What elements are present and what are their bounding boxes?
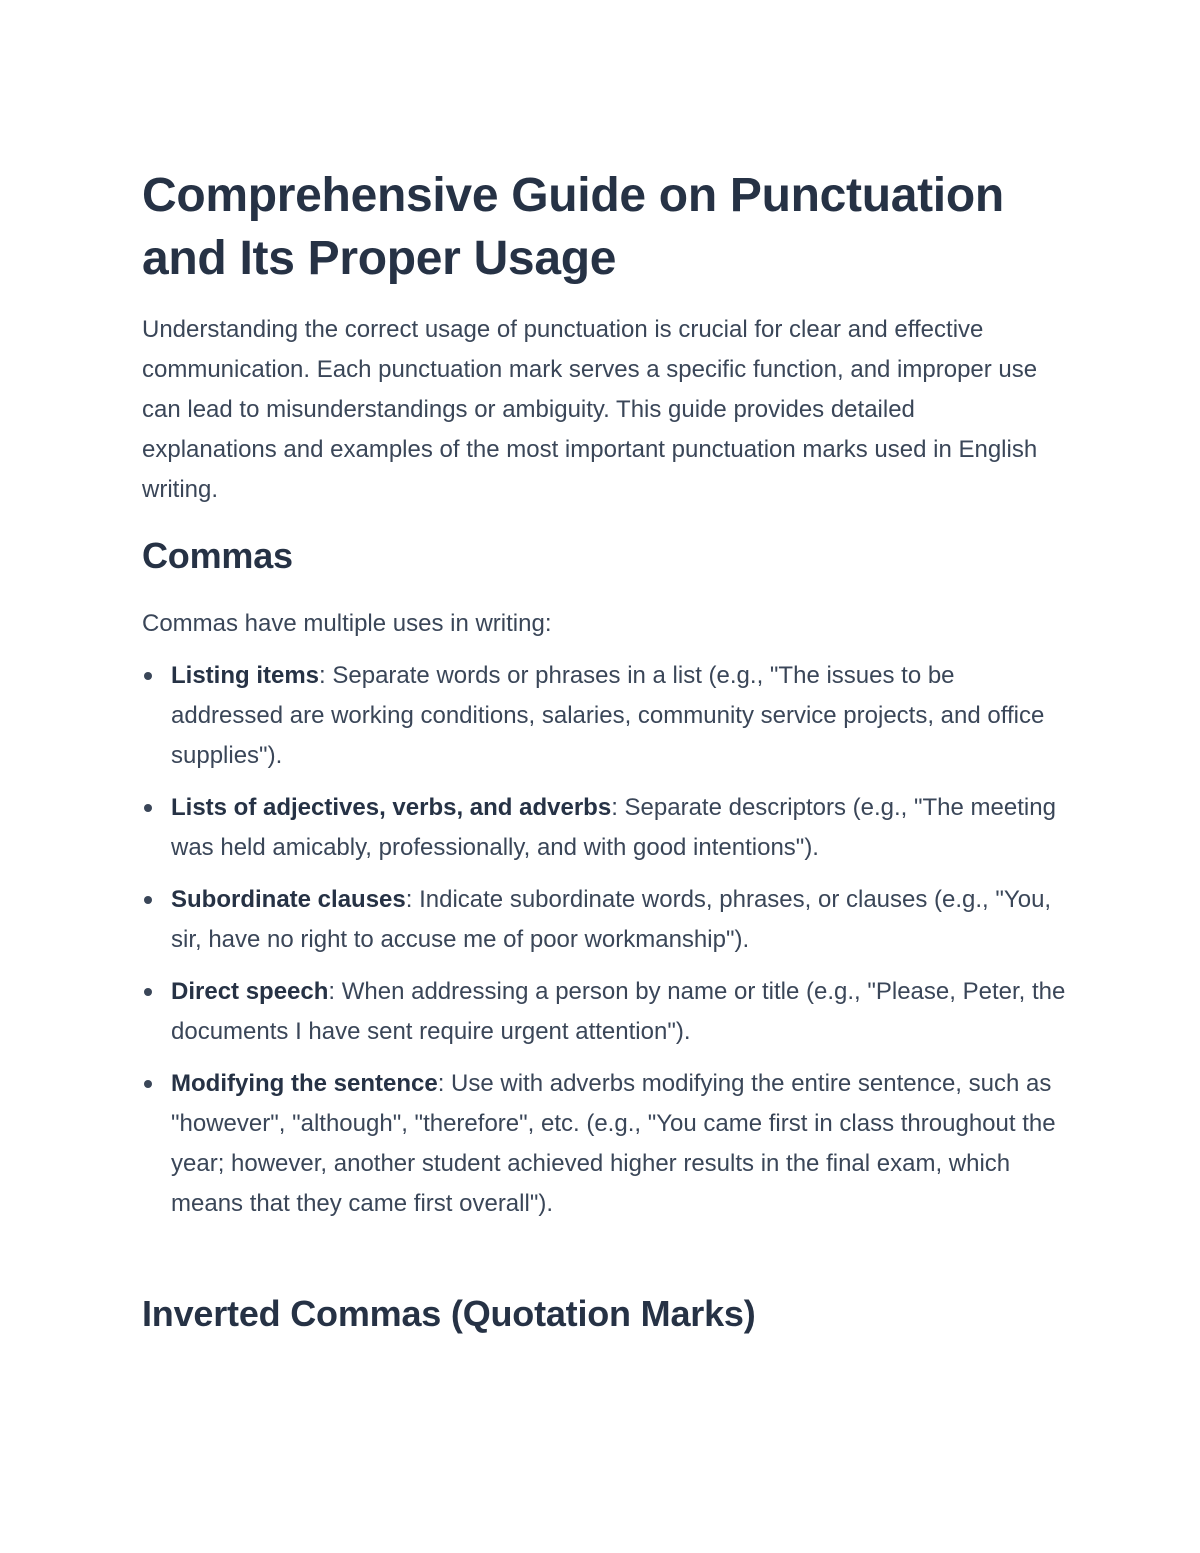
- list-item-term: Listing items: [171, 662, 320, 689]
- list-item-text: : When addressing a person by name or title (e.g., "Please, Peter, the documents I have sent require urgent attention").: [171, 978, 1066, 1045]
- bullet-icon: [144, 1080, 152, 1088]
- list-item-term: Lists of adjectives, verbs, and adverbs: [171, 794, 612, 821]
- list-item: [142, 972, 1072, 1052]
- document-title: Comprehensive Guide on Punctuation and Its Proper Usage: [142, 169, 1004, 285]
- list-item-text: : Use with adverbs modifying the entire sentence, such as "however", "although", "therefore", etc. (e.g., "You came first in class throughout the year; however, another student achieved higher results in the final exam, which means that they came first overall").: [171, 1070, 1056, 1217]
- list-item-term: Direct speech: [171, 978, 329, 1005]
- bullet-icon: [144, 896, 152, 904]
- commas-uses-list: [142, 656, 1072, 1236]
- list-item-text: : Separate descriptors (e.g., "The meeting was held amicably, professionally, and with good intentions").: [171, 794, 1056, 861]
- list-item: [142, 880, 1072, 960]
- list-item-term: Subordinate clauses: [171, 886, 406, 913]
- bullet-icon: [144, 804, 152, 812]
- list-item: [142, 656, 1072, 776]
- section-heading-inverted-commas: Inverted Commas (Quotation Marks): [142, 1293, 756, 1334]
- intro-paragraph: Understanding the correct usage of punctuation is crucial for clear and effective communication. Each punctuation mark serves a specific function, and improper use can lead to misunderstandings or ambiguity. This guide provides detailed explanations and examples of the most important punctuation marks used in English writing.: [142, 316, 1038, 503]
- list-item-text: : Indicate subordinate words, phrases, or clauses (e.g., "You, sir, have no right to accuse me of poor workmanship").: [171, 886, 1052, 953]
- list-item: [142, 1064, 1072, 1224]
- list-item-term: Modifying the sentence: [171, 1070, 438, 1097]
- list-item-text: : Separate words or phrases in a list (e.g., "The issues to be addressed are working conditions, salaries, community service projects, and office supplies").: [171, 662, 1045, 769]
- section-heading-commas: Commas: [142, 535, 293, 576]
- section-lead-commas: Commas have multiple uses in writing:: [142, 610, 552, 637]
- bullet-icon: [144, 988, 152, 996]
- bullet-icon: [144, 672, 152, 680]
- list-item: [142, 788, 1072, 868]
